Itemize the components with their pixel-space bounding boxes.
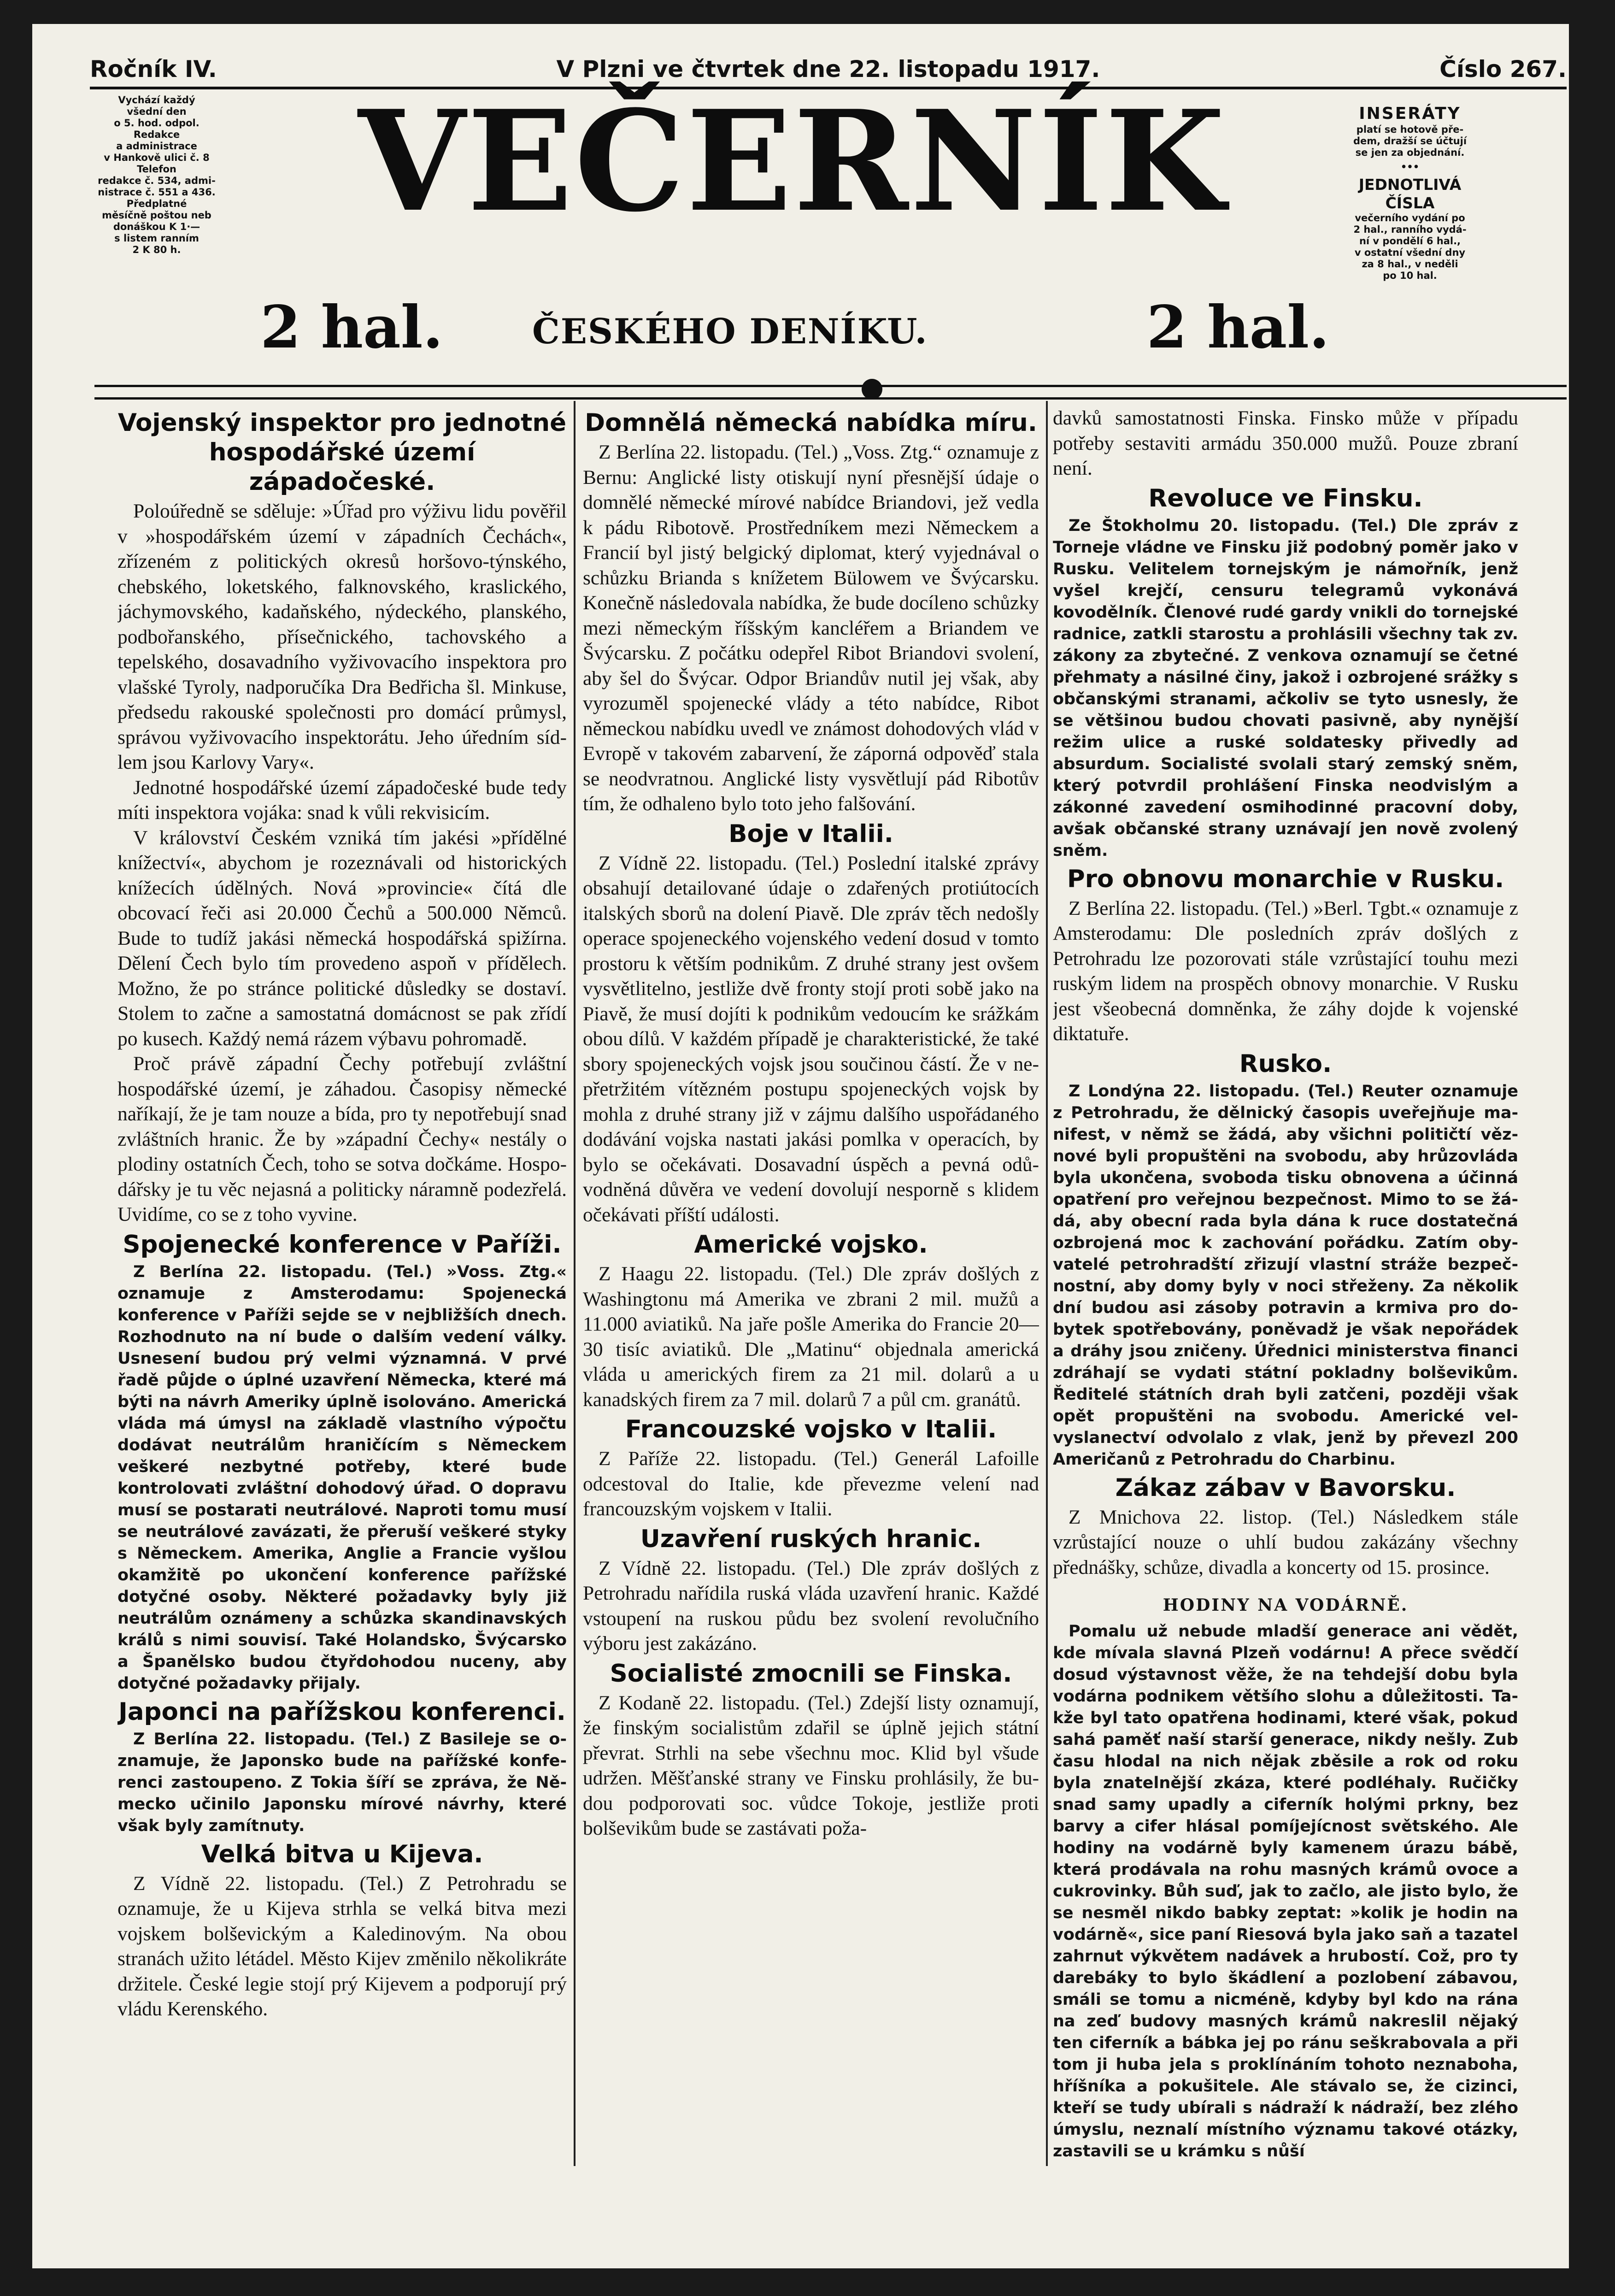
headline: Velká bitva u Kijeva. (201, 1840, 483, 1868)
price-left: 2 hal. (260, 293, 443, 361)
column-divider (1046, 401, 1048, 2166)
ear-left-line: Redakce (133, 129, 180, 140)
single-copies-line: ní v pondělí 6 hal., (1359, 235, 1461, 247)
ear-left-line: s listem ranním (114, 233, 199, 244)
paragraph: Z Haagu 22. listopadu. (Tel.) Dle zpráv došlých z Washingtonu má Amerika ve zbrani 2 mil. mužů a 11.000 aviatiků. Na jaře pošle Amerika do Francie 20—30 tisíc aviatiků. Dle „Matinu“ objednala americká vláda u amerických firem za 21 mil. dolarů a u kanadských firem za 7 mil. dolarů 7 a půl cm. granátů. (583, 1263, 1039, 1411)
paragraph: Z Vídně 22. listopadu. (Tel.) Dle zpráv došlých z Petrohradu nařídila ruská vláda uzavření hranic. Každé vstoupení na ruskou půdu bez svolení revolučního výboru jest zakázáno. (583, 1557, 1039, 1654)
ear-left-line: a administrace (116, 141, 197, 152)
ear-left-line: v Hankově ulici č. 8 (104, 152, 210, 163)
ear-left-line: 2 K 80 h. (132, 244, 181, 255)
headline: Domnělá německá nabídka míru. (585, 409, 1037, 437)
ads-line: dem, dražší se účtují (1353, 135, 1467, 147)
ear-left-line: měsíčně poštou neb (102, 210, 211, 221)
paragraph: Pomalu už nebude mladší generace ani vědět, kde mívala slavná Plzeň vodárnu! A přece svědčí dosud výstavnost věže, že na tehdejší dobu byla vodárna podnikem většího slohu a důležitosti. Takže byl tato opatřena hodinami, které však, pokud sahá paměť naší starší generace, nikdy nešly. Zub času hlodal na nich nějak zběsile a rok od roku byla znatelnější zkáza, které podléhaly. Ručičky snad samy upadly a ciferník holými prkny, bez barvy a cifer hlásal pomíjejícnost světského. Ale hodiny na vodárně byly kamenem úrazu bábě, která prodávala na rohu masných krámů ovoce a cukrovinky. Bůh suď, jak to začlo, ale jisto bylo, že se nesměl nikdo babky zeptat: »kolik je hodin na vodárně«, sice paní Riesová byla jako saň a tazatel zahrnut výkvětem nadávek a hrubostí. Což, pro ty darebáky to bylo škádlení a pozlobení zábavou, smáli se tomu a nicméně, kdyby byl kdo na rána na zeď budovy masných krámů nakreslil nějaký ten ciferník a bábka jej po ránu seškrabovala a při tom ji huba jela s proklínáním tohoto neznaboha, hříšníka a pokušitele. Ale stávalo se, že cizinci, kteří se tudy ubírali s nádraží k nádraží, bez zlého úmyslu, neznalí místního významu takové otázky, zastavili se u krámku s nůší (1053, 1622, 1518, 2161)
column-2 (583, 406, 1039, 2175)
headline: Uzavření ruských hranic. (640, 1525, 982, 1553)
paragraph: Z Vídně 22. listopadu. (Tel.) Poslední italské zprávy obsahují detailované údaje o zdařených protiútocích italských sborů na dolení Piavě. Dle zpráv těch nedošly operace spojeneckého vojenského vedení dosud v tomto prostoru k větším podnikům. Z druhé strany jest ovšem vysvětlitelno, jestliže dvě fronty stojí proti sobě jako na Piavě, že musí dojíti k podnikům vedoucím ke srážkám obou dílů. V každém případě je charakteristické, že také sbory spojeneckých vojsk jsou součinou částí. Že v nepřetržitém vítězném postupu spojeneckých vojsk by mohla z druhé strany již v zájmu dalšího uspořádaného dodávání vojska nastati jakási pomlka v operacích, by bylo se očekávati. Dosavadní úspěch a pevná odůvodněná důvěra ve vedení dovolují nesporně s klidem očekávati příští události. (583, 852, 1039, 1226)
paragraph: Z Londýna 22. listopadu. (Tel.) Reuter oznamuje z Petrohradu, že dělnický časopis uveřejňuje manifest, v němž se žádá, aby všichni političtí věznové byli propuštěni na svobodu, aby hrůzovláda byla ukončena, svoboda tisku obnovena a účinná opatření pro veřejnou bezpečnost. Mimo to se žádá, aby obecní rada byla dána k ruce dostatečná ozbrojená moc k zachování pořádku. Zatím obyvatelé petrohradští zřizují vlastní stráže bezpečnostní, aby domy byly v noci střeženy. Za několik dní budou asi zásoby potravin a krmiva pro dobytek spotřebovány, poněvadž je však nepořádek a dráhy jsou zničeny. Úřednici ministerstva financi zdráhají se vydati státní pokladny bolševikům. Ředitelé státních drah byli zatčeni, později však opět propuštěni na svobodu. Americké velvyslanectví odvolalo z vlak, jenž by převezl 200 Američanů z Petrohradu do Charbinu. (1053, 1082, 1518, 1469)
paragraph: Poloúředně se sděluje: »Úřad pro výživu lidu pověřil v »hospodářském území v západních Čechách«, zřízeném z politických okresů horšovo-týnského, chebského, loketského, falknovského, kraslického, jáchymovského, kadaňského, nýdeckého, planského, podbořanského, přísečnického, tachovského a tepelského, dosavadního vyživovacího inspektora pro vlašské Tyroly, nadporučíka Dra Bedřicha šl. Minkuse, předsedu rakouské společnosti pro domácí průmysl, správou vyživovacího inspektorátu. Jeho úředním sídlem jsou Karlovy Vary«. (117, 500, 567, 773)
paragraph: Jednotné hospodářské území západočeské bude tedy míti inspektora vojáka: snad k vůli rekvisicím. (117, 776, 567, 824)
price-right: 2 hal. (1146, 293, 1329, 361)
single-copies-line: po 10 hal. (1383, 270, 1437, 281)
headline: Socialisté zmocnili se Finska. (610, 1659, 1012, 1688)
ads-line: se jen za objednání. (1355, 147, 1465, 158)
masthead-subtitle: ČESKÉHO DENÍKU. (532, 311, 928, 352)
single-copies-line: v ostatní všední dny (1354, 247, 1466, 258)
headline: Americké vojsko. (694, 1230, 928, 1259)
single-copies-line: za 8 hal., v neděli (1362, 259, 1458, 270)
paragraph: davků samostatnosti Finska. Finsko může v případu potřeby sestaviti armádu 350.000 mužů. Pouze zbraní není. (1053, 407, 1518, 479)
headline: Revoluce ve Finsku. (1148, 484, 1423, 512)
ear-left-line: Telefon (137, 164, 176, 175)
rule-ornament (862, 379, 882, 400)
paragraph: Z Paříže 22. listopadu. (Tel.) Generál Lafoille odcestoval do Italie, kde převezme velení nad francouzským vojskem v Italii. (583, 1448, 1039, 1520)
column-3 (1053, 406, 1518, 2175)
headline: Spojenecké konference v Paříži. (123, 1230, 562, 1259)
headline: Vojenský inspektor pro jednotné hospodářské území západočeské. (117, 409, 567, 496)
masthead-subrow (260, 295, 1329, 359)
ear-left-info (90, 94, 223, 256)
paragraph: Z Berlína 22. listopadu. (Tel.) »Voss. Ztg.« oznamuje z Amsterodamu: Spojenecká konference v Paříži sejde se v nejbližších dnech. Rozhodnuto na ní bude o dalším vedení války. Usnesení budou prý velmi významná. V prvé řadě půjde o úplné uzavření Německa, které má býti na návrh Ameriky úplně isolováno. Americká vláda má úmysl na základě vlastního výpočtu dodávat neutrálům hraničícím s Německem veškeré nezbytné potřeby, které bude kontrolovati zvláštní dohodový úřad. O dopravu musí se postarati neutrálové. Naproti tomu musí se neutrálové zavázati, že přeruší veškeré styky s Německem. Amerika, Anglie a Francie vyšlou okamžitě po ukončení konference pařížské dotyčné osoby. Některé požadavky byly již neutrálům oznámeny a schůzka skandinavských králů s nimi souvisí. Také Holandsko, Švýcarsko a Španělsko budou čtyřdohodou nuceny, aby dotyčné požadavky přijaly. (117, 1262, 567, 1693)
ear-left-line: Předplatné (126, 198, 187, 209)
volume-label: Ročník IV. (90, 56, 217, 82)
column-1 (117, 406, 567, 2175)
single-copies-heading: JEDNOTLIVÁ ČÍSLA (1358, 176, 1462, 212)
ads-line: platí se hotově pře- (1356, 124, 1464, 135)
masthead-title: VEČERNÍK (358, 80, 1227, 242)
headline: Boje v Italii. (728, 819, 893, 848)
masthead-rule (94, 385, 1567, 400)
ear-separator: ••• (1400, 161, 1420, 172)
paragraph: Ze Štokholmu 20. listopadu. (Tel.) Dle zpráv z Torneje vládne ve Finsku již podobný poměr jako v Rusku. Velitelem tornejským je námořník, jenž vyšel krejčí, censuru telegramů vykonává kovodělník. Členové rudé gardy vnikli do tornejské radnice, zatkli starostu a prohlásili všechny tak zv. zákony za zbytečné. Z venkova oznamují se četné přehmaty a násilné činy, jakož i ozbrojené srážky s občanskými stranami, ačkoliv se tyto usnesly, že se většinou budou chovati pasivně, aby nynější režim ulice a ruské soldatesky přivedly ad absurdum. Socialisté svolali starý zemský sněm, který potvrdil prohlášení Finska neodvislým a zákonné zavedení osmihodinné pracovní doby, avšak občanské strany uznávají jen nově zvolený sněm. (1053, 516, 1518, 860)
paragraph: Z Vídně 22. listopadu. (Tel.) Z Petrohradu se oznamuje, že u Kijeva strhla se velká bitva mezi vojskem bolševickým a Kaledinovým. Na obou stranách užito létádel. Město Kijev změnilo několikráte držitele. České legie stojí prý Kijevem a podporují prý vládu Kerenského. (117, 1872, 567, 2020)
ear-left-line: donáškou K 1·— (113, 221, 200, 232)
headline: Francouzské vojsko v Italii. (625, 1415, 997, 1443)
paragraph: Z Berlína 22. listopadu. (Tel.) »Berl. Tgbt.« oznamuje z Amsterodamu: Dle posledních zpráv došlých z Petrohradu lze pozorovati stále vzrůstající touhu mezi ruským lidem na prospěch obnovy monarchie. V Rusku jest všeobecná domněnka, že záhy dojde k vojenské diktatuře. (1053, 897, 1518, 1045)
paragraph: V království Českém vzniká tím jakési »přídělné knížectví«, abychom je rozeznávali od historických knížecích údělných. Nová »provincie« čítá dle obcovací řeči asi 20.000 Čechů a 500.000 Němců. Bude to tudíž jakási německá hospodářská spižírna. Dělení Čech bylo tím provedeno aspoň v přídělech. Možno, že po stránce politické důsledky se dostaví. Stolem to začne a samostatná domácnost se pak zřídí po kusech. Každý nemá rázem výbavu pohromadě. (117, 826, 567, 1050)
ear-left-line: Vychází každý (118, 94, 195, 106)
feuilleton-heading: HODINY NA VODÁRNĚ. (1163, 1595, 1409, 1615)
date-label: V Plzni ve čtvrtek dne 22. listopadu 1917. (556, 56, 1100, 82)
single-copies-line: večerního vydání po (1355, 212, 1465, 224)
ear-left-line: o 5. hod. odpol. (114, 118, 200, 129)
column-divider (574, 401, 576, 2166)
paragraph: Z Kodaně 22. listopadu. (Tel.) Zdejší listy oznamují, že finským socialistům zdařil se úplně jejich státní převrat. Strhli na sebe všechnu moc. Klid byl všude udržen. Měšťanské strany ve Finsku prohlásily, že budou podporovati soc. vůdce Tokoje, jestliže proti bolševikům bude se zastávati poža- (583, 1691, 1039, 1839)
ear-right-ads (1339, 104, 1481, 282)
paragraph: Z Berlína 22. listopadu. (Tel.) „Voss. Ztg.“ oznamuje z Bernu: Anglické listy otiskují nyní přesnější údaje o domnělé německé mírové nabídce Briandovi, jež vedla k pádu Ribotově. Prostředníkem mezi Německem a Francií byl jistý belgický diplomat, který vyjednával o schůzku Brianda s knížetem Bülowem ve Švýcarsku. Konečně následovala nabídka, že bude docíleno schůzky mezi německým říšským kancléřem a Briandem ve Švýcarsku. Z počátku odepřel Ribot Briandovi svolení, aby šel do Švýcar. Odpor Briandův nutil jej však, aby vyrozuměl spojenecké vlády a této nabídce, Ribot německou nabídku uvedl ve známost dohodových vlád v Evropě v takovém zabarvení, že záporná odpověď stala se neodvratnou. Anglické listy vysvětlují pád Ribotův tím, že odhaleno bylo toto jeho falšování. (583, 441, 1039, 815)
single-copies-line: 2 hal., ranního vydá- (1353, 224, 1467, 235)
ear-left-line: všední den (127, 106, 187, 117)
paragraph: Proč právě západní Čechy potřebují zvláštní hospodářské území, je záhadou. Časopisy německé naříkají, že je tam nouze a bída, pro ty nepotřebují snad zvláštních hranic. Že by »západní Čechy« nestály o plodiny ostatních Čech, toho se sotva dočkáme. Hospodářsky je tu věc nejasná a politicky náramně podezřelá. Uvidíme, co se z toho vyvine. (117, 1053, 567, 1225)
headline: Rusko. (1239, 1049, 1332, 1078)
issue-number: Číslo 267. (1439, 56, 1567, 82)
paragraph: Z Mnichova 22. listop. (Tel.) Následkem stále vzrůstající nouze o uhlí budou zakázány všechny přednášky, schůze, divadla a koncerty od 15. prosince. (1053, 1506, 1518, 1578)
ear-left-line: redakce č. 534, admi- (98, 175, 216, 186)
ads-heading: INSERÁTY (1359, 104, 1461, 123)
headline: Zákaz zábav v Bavorsku. (1115, 1473, 1456, 1502)
ear-left-line: nistrace č. 551 a 436. (98, 187, 216, 198)
headline: Pro obnovu monarchie v Rusku. (1067, 865, 1504, 893)
paragraph: Z Berlína 22. listopadu. (Tel.) Z Basileje se oznamuje, že Japonsko bude na pařížské konferenci zastoupeno. Z Tokia šíří se zpráva, že Německo učinilo Japonsku mírové návrhy, které však byly zamítnuty. (117, 1730, 567, 1835)
headline: Japonci na pařížskou konferenci. (118, 1697, 566, 1726)
